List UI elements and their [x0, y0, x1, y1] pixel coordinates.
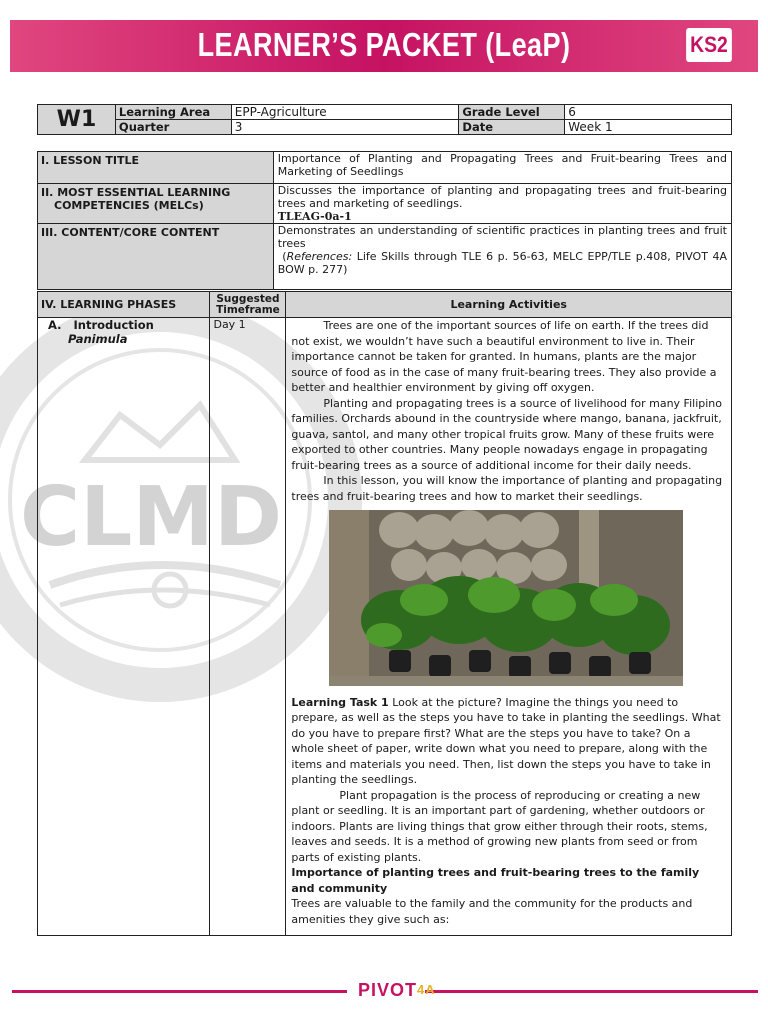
paragraph-trees-value: Trees are valuable to the family and the community for the products and amenities they give such as: [291, 897, 693, 926]
phase-name: Introduction [73, 318, 154, 332]
content-label: III. CONTENT/CORE CONTENT [38, 224, 274, 290]
phase-timeframe: Day 1 [210, 318, 286, 936]
col-timeframe: Suggested Timeframe [210, 292, 286, 318]
key-stage-badge: KS2 [686, 28, 732, 62]
footer-line-right [425, 990, 758, 993]
quarter-value: 3 [231, 120, 459, 135]
lesson-title-label: I. LESSON TITLE [38, 152, 274, 184]
col-learning-activities: Learning Activities [286, 292, 732, 318]
date-value: Week 1 [565, 120, 732, 135]
learning-area-value: EPP-Agriculture [231, 105, 459, 120]
date-label: Date [459, 120, 565, 135]
melcs-value [273, 184, 731, 224]
learning-activities-content [286, 318, 732, 936]
footer-line-left [12, 990, 347, 993]
melcs-code: TLEAG-0a-1 [277, 210, 352, 223]
grade-level-label: Grade Level [459, 105, 565, 120]
paragraph-propagation: Plant propagation is the process of reproducing or creating a new plant or seedling. It is an important part of gardening, whether outdoors or indoors. Plants are living things that grow either through their roots, stems, leaves and seeds. It is a method of growing new plants from seed or from parts of existing plants. [291, 788, 708, 864]
phase-subtitle: Panimula [68, 332, 128, 346]
header-banner [10, 20, 758, 72]
content-text: Demonstrates an understanding of scientific practices in planting trees and fruit trees [277, 224, 727, 250]
lesson-info-table [37, 104, 732, 135]
paragraph-livelihood: Planting and propagating trees is a source of livelihood for many Filipino families. Orchards abound in the countryside where mango, banana, jackfruit, guava, santol, and many other tropical fruits grow. Many of these fruits were exported to other countries. Many people nowadays engage in propagating fruit-bearing trees as a source of additional income for their daily needs. [291, 396, 722, 472]
learning-area-label: Learning Area [115, 105, 231, 120]
content-value: Demonstrates an understanding of scientific practices in planting trees and fruit trees (References: Life Skills through TLE 6 p. 56-63, MELC EPP/TLE p.408, PIVOT 4A BOW p. 277) [273, 224, 731, 290]
quarter-label: Quarter [115, 120, 231, 135]
pivot-logo-text: PIVOT [358, 980, 418, 1000]
melcs-text: Discusses the importance of planting and propagating trees and fruit-bearing trees and marketing of seedlings. [277, 184, 727, 210]
melcs-label-line1: II. MOST ESSENTIAL LEARNING [41, 186, 231, 199]
learning-phases-table [37, 291, 732, 936]
paragraph-lesson-goal: In this lesson, you will know the importance of planting and propagating trees and fruit-bearing trees and how to market their seedlings. [291, 474, 723, 503]
learning-task-1 [291, 695, 725, 788]
section-heading-importance: Importance of planting trees and fruit-bearing trees to the family and community [291, 866, 700, 895]
packet-title: LEARNER’S PACKET (LeaP) [197, 26, 571, 63]
lesson-title-value: Importance of Planting and Propagating Trees and Fruit-bearing Trees and Marketing of Seedlings [273, 152, 731, 184]
pivot-logo [358, 980, 436, 1001]
grade-level-value: 6 [565, 105, 732, 120]
references-label: References: [286, 250, 353, 263]
melcs-label-line2: COMPETENCIES (MELCs) [54, 199, 204, 212]
lesson-overview-table [37, 151, 732, 290]
watermark-text: CLMD [20, 470, 283, 565]
phase-introduction [38, 318, 210, 936]
references-text: Life Skills through TLE 6 p. 56-63, MELC EPP/TLE p.408, PIVOT 4A BOW p. 277) [277, 250, 727, 276]
pivot-logo-num: 4A [417, 982, 436, 997]
phase-letter: A. [48, 318, 62, 332]
seedlings-photo [329, 510, 683, 686]
paragraph-intro: Trees are one of the important sources of life on earth. If the trees did not exist, we wouldn’t have such a beautiful environment to live in. Their importance cannot be taken for granted. In humans, plants are the major source of food as in the case of many fruit-bearing trees. They also provide a better and healthier environment by giving off oxygen. [291, 319, 717, 394]
week-code: W1 [38, 105, 116, 135]
melcs-label [38, 184, 274, 224]
learning-task-label: Learning Task 1 [291, 695, 389, 709]
col-learning-phases: IV. LEARNING PHASES [38, 292, 210, 318]
learning-task-text: Look at the picture? Imagine the things you need to prepare, as well as the steps you have to take in planting the seedlings. What do you have to prepare first? What are the steps you have to take? On a whole sheet of paper, write down what you need to prepare, along with the items and materials you need. Then, list down the steps you have to take in planting the seedlings. [291, 695, 721, 786]
